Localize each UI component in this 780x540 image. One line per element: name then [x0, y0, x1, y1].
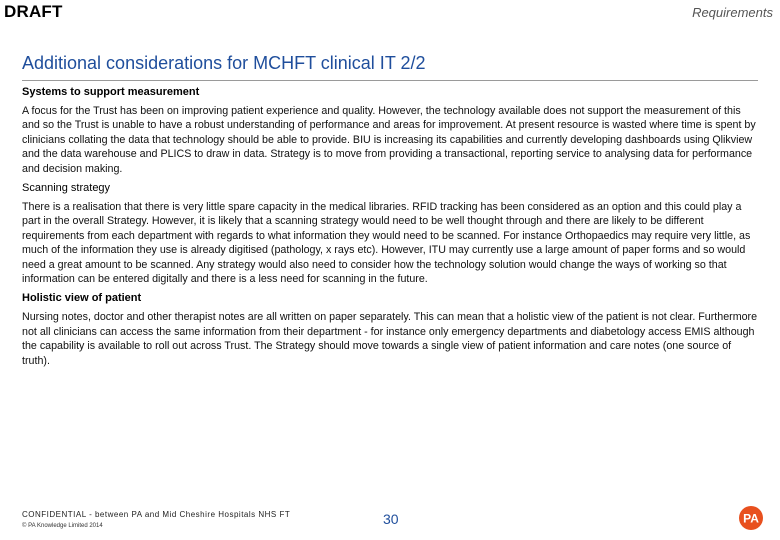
heading-scanning-strategy: Scanning strategy: [22, 182, 111, 195]
footer: [22, 510, 290, 529]
paragraph-scanning-strategy: There is a realisation that there is very little spare capacity in the medical libraries. RFID tracking has been considered as an option and this could play a part in the overall Strategy. However, it is likely that a scanning strategy would need to be well thought through and there are likely to be different requirements from each department with regards to what information they would need to be scanned. For instance Orthopaedics may require very little, as much of the information they use is already digitised (pathology, x rays etc). However, ITU may currently use a large amount of paper forms and so would need a great amount to be scanned. Any strategy would also need to consider how the technology solution would change the ways of working so that information can be entered digitally and there is a less need for scanning in the future.: [22, 201, 751, 286]
page-number: 30: [383, 511, 399, 527]
pa-logo-icon: [738, 505, 764, 531]
heading-systems-measurement: Systems to support measurement: [22, 86, 200, 98]
paragraph-holistic-view: Nursing notes, doctor and other therapist notes are all written on paper separately. This can mean that a holistic view of the patient is not clear. Furthermore not all clinicians can access the same information from their department - for instance only emergency departments and diabetology access EMIS although the capability is available to roll out across Trust. The Strategy should move towards a single view of patient information and care notes (one source of truth).: [22, 311, 758, 367]
draft-watermark: DRAFT: [4, 2, 63, 21]
page-title: Additional considerations for MCHFT clinical IT 2/2: [22, 53, 426, 73]
title-divider: [22, 80, 758, 81]
section-label: Requirements: [692, 5, 773, 20]
copyright-notice: © PA Knowledge Limited 2014: [22, 523, 103, 529]
content-body: [22, 86, 760, 374]
paragraph-systems-measurement: A focus for the Trust has been on improving patient experience and quality. However, the technology available does not support the measurement of this and so the Trust is unable to have a robust understanding of performance and areas for improvement. At present resource is wasted where time is spent by clinicians collating the data that technology should be able to provide. BIU is increasing its capabilities and currently developing dashboards using Qlikview and the data warehouse and PLICS to draw in data. Strategy is to move from providing a transactional, reporting service to analysing data for performance and decision making.: [22, 105, 756, 175]
heading-holistic-view: Holistic view of patient: [22, 292, 142, 305]
confidential-notice: CONFIDENTIAL - between PA and Mid Cheshire Hospitals NHS FT: [22, 510, 291, 519]
pa-logo-text: PA: [743, 511, 759, 526]
